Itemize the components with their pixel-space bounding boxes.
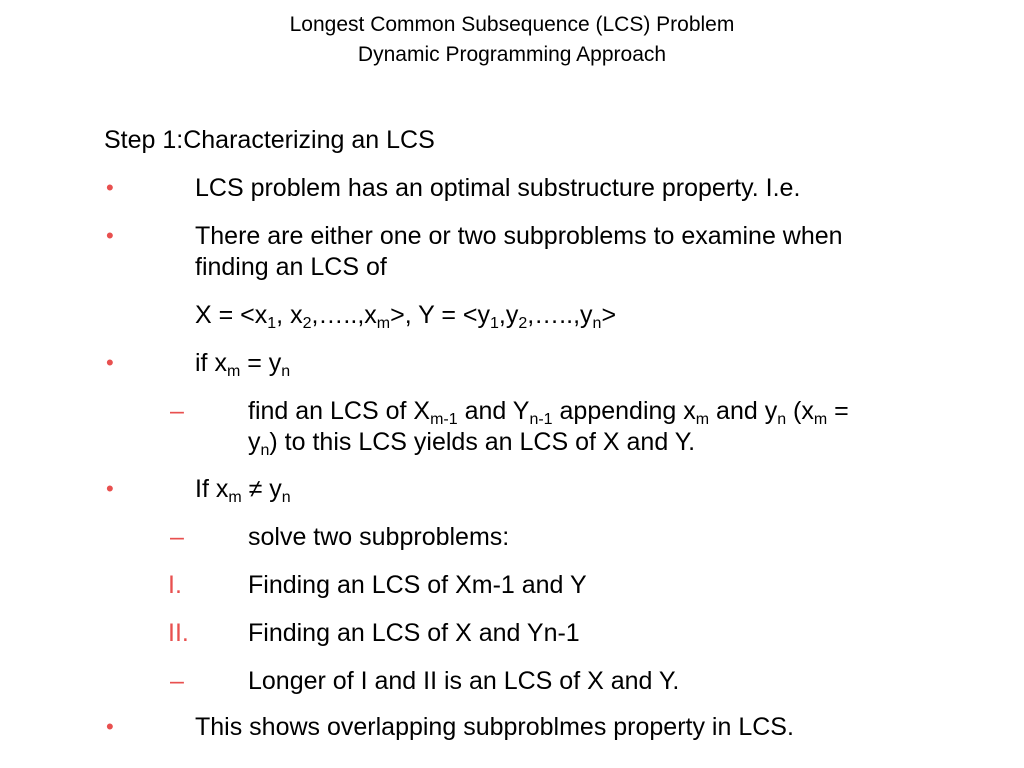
bullet-subproblems-line-2: finding an LCS of (195, 253, 387, 281)
dash-icon: – (170, 667, 184, 695)
subproblem-1: Finding an LCS of Xm-1 and Y (248, 571, 587, 599)
sequence-definition: $X = <x_1$, $x_2,\dots..,x_m>$, $Y = <y_1,y_2,\dots..,y_n>$ (195, 301, 617, 332)
step-heading: Step 1:Characterizing an LCS (104, 126, 435, 154)
bullet-equal-case: if $x_m = y_n$ (195, 349, 291, 380)
dash-longer: Longer of I and II is an LCS of X and Y. (248, 667, 680, 695)
bullet-optimal-substructure: LCS problem has an optimal substructure property. I.e. (195, 174, 801, 202)
bullet-icon: • (106, 714, 114, 739)
dash-equal-case-line-2: $y_n$) to this LCS yields an LCS of X and Y. (248, 428, 696, 459)
roman-numeral-1: I. (168, 571, 182, 599)
title-line-1: Longest Common Subsequence (LCS) Problem (289, 13, 735, 36)
bullet-subproblems-line-1: There are either one or two subproblems to examine when (195, 222, 843, 250)
subproblem-2: Finding an LCS of X and Yn-1 (248, 619, 580, 647)
bullet-icon: • (106, 223, 114, 248)
bullet-icon: • (106, 350, 114, 375)
bullet-unequal-case: If $x_m \ne y_n$ (195, 475, 291, 506)
dash-solve-two: solve two subproblems: (248, 523, 510, 551)
bullet-overlapping: This shows overlapping subproblmes property in LCS. (195, 713, 794, 741)
dash-icon: – (170, 397, 184, 425)
dash-icon: – (170, 523, 184, 551)
dash-equal-case-line-1: find an LCS of $X_{m-1}$ and $Y_{n-1}$ appending $x_m$ and $y_n$ ($x_m$ = (248, 397, 849, 428)
title-line-2: Dynamic Programming Approach (357, 43, 667, 66)
bullet-icon: • (106, 476, 114, 501)
roman-numeral-2: II. (168, 619, 189, 647)
bullet-icon: • (106, 175, 114, 200)
